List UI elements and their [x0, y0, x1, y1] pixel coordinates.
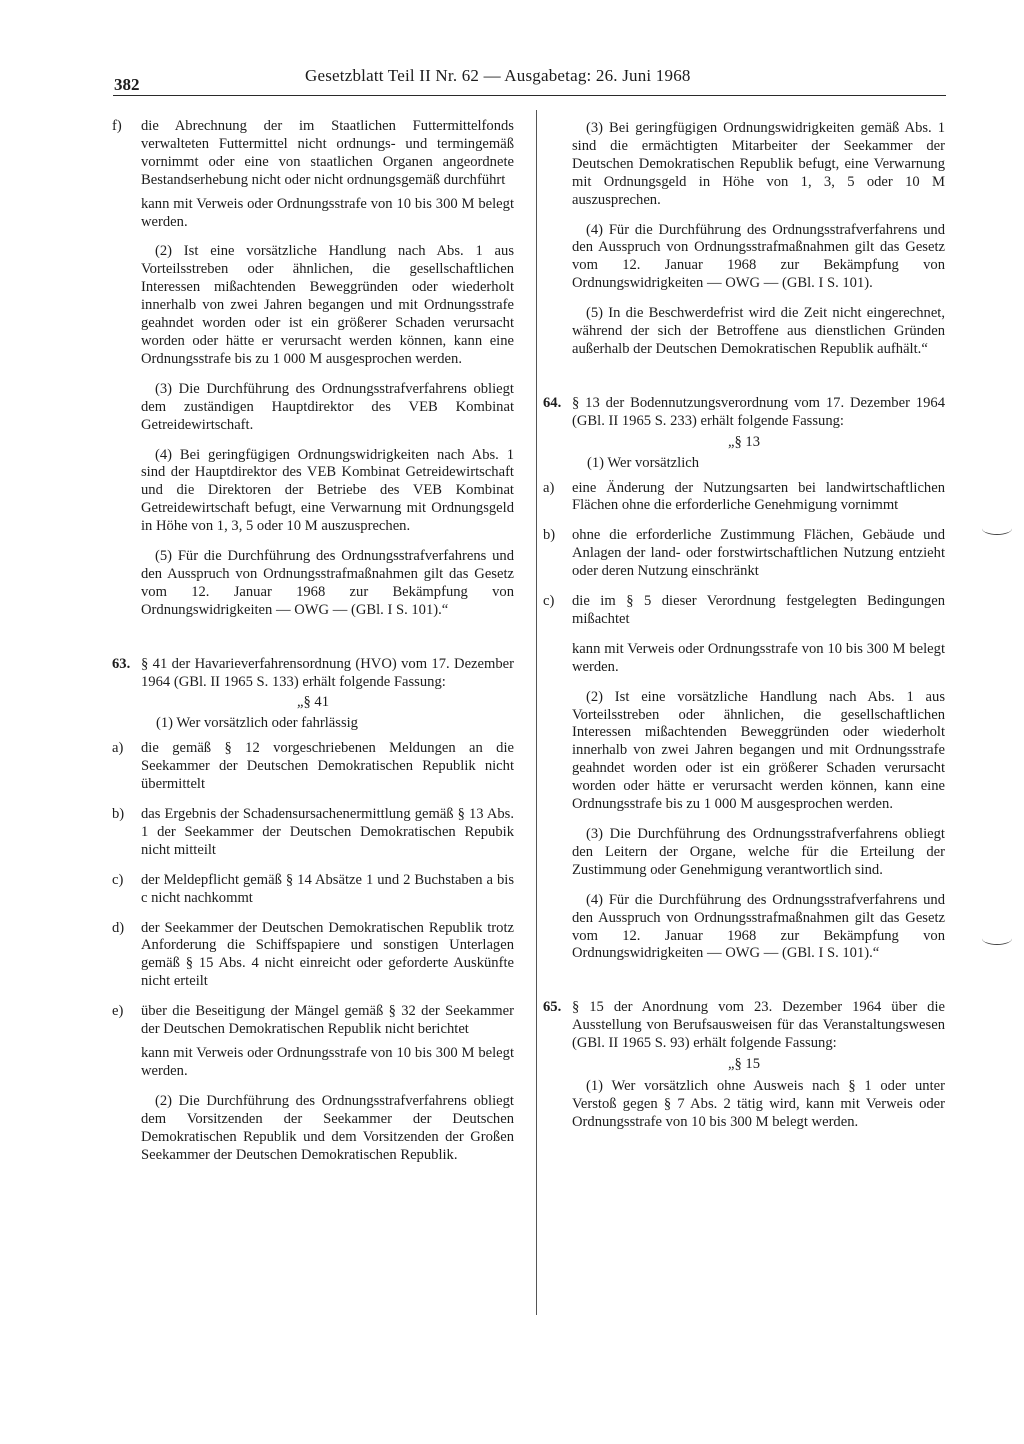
item-text: die gemäß § 12 vorgeschriebenen Meldungen an die Seekammer der Deutschen Demokratischen Republik nicht übermittelt — [141, 740, 514, 793]
item-letter: c) — [543, 593, 555, 610]
list-item-f — [112, 118, 514, 190]
section-63 — [112, 656, 514, 692]
paragraph-1: (1) Wer vorsätzlich ohne Ausweis nach § 1 oder unter Verstoß gegen § 7 Abs. 2 tätig wird, kann mit Verweis oder Ordnungsstrafe von 10 bis 300 M belegt werden. — [572, 1077, 945, 1130]
item-text: die Abrechnung der im Staatlichen Futtermittelfonds verwalteten Futtermittel nicht ordnungs- und termingemäß vornimmt oder eine von staatlichen Organen angeordnete Bestandserhebung nicht oder nicht ordnungsgemäß durchführt — [141, 118, 514, 188]
list-item-c — [112, 872, 514, 908]
penalty-clause: kann mit Verweis oder Ordnungsstrafe von 10 bis 300 M belegt werden. — [141, 1044, 514, 1079]
paragraph-2: (2) Ist eine vorsätzliche Handlung nach Abs. 1 aus Vorteilsstreben oder ähnlichen, die gesellschaftlichen Interessen mißachtenden Beweggründen oder wiederholt innerhalb von zwei Jahren begangen und mit Ordnungsstrafe geahndet worden oder ist ein größerer Schaden verursacht worden oder hätte er verursacht werden können, kann eine Ordnungsstrafe bis zu 1 000 M ausgesprochen werden. — [572, 688, 945, 813]
section-number: 63. — [112, 655, 131, 672]
section-64 — [543, 395, 945, 431]
page-number: 382 — [114, 75, 140, 94]
list-item-b — [112, 806, 514, 860]
section-intro: § 41 der Havarieverfahrensordnung (HVO) vom 17. Dezember 1964 (GBl. II 1965 S. 133) erhält folgende Fassung: — [141, 655, 514, 690]
item-text: ohne die erforderliche Zustimmung Flächen, Gebäude und Anlagen der land- oder forstwirtschaftlichen Nutzung entzieht oder deren Nutzung einschränkt — [572, 527, 945, 580]
item-text: das Ergebnis der Schadensursachenermittlung gemäß § 13 Abs. 1 der Seekammer der Deutschen Demokratischen Repubik nicht mitteilt — [141, 806, 514, 858]
running-header: Gesetzblatt Teil II Nr. 62 — Ausgabetag: 26. Juni 1968 — [305, 66, 691, 85]
item-letter: d) — [112, 919, 125, 936]
left-column — [112, 118, 514, 1164]
item-text: über die Beseitigung der Mängel gemäß § 32 der Seekammer der Deutschen Demokratischen Republik nicht berichtet — [141, 1003, 514, 1038]
margin-mark — [982, 522, 1012, 535]
item-letter: a) — [112, 740, 124, 757]
paragraph-title: „§ 15 — [727, 1056, 761, 1073]
section-number: 65. — [543, 999, 562, 1016]
section-65 — [543, 999, 945, 1053]
column-divider — [536, 110, 537, 1315]
paragraph-title: „§ 13 — [727, 433, 761, 450]
paragraph-4: (4) Für die Durchführung des Ordnungsstrafverfahrens und den Ausspruch von Ordnungsstrafmaßnahmen gilt das Gesetz vom 12. Januar 1968 zur Bekämpfung von Ordnungswidrigkeiten — OWG — (GBl. I S. 101). — [572, 221, 945, 292]
item-text: die im § 5 dieser Verordnung festgelegten Bedingungen mißachtet — [572, 593, 945, 627]
paragraph-4: (4) Bei geringfügigen Ordnungswidrigkeiten nach Abs. 1 sind der Hauptdirektor des VEB Kombinat Getreidewirtschaft und die Direktoren der Betriebe des VEB Kombinat Getreidewirtschaft befugt, eine Verwarnung mit Ordnungsgeld in Höhe von 1, 3, 5 oder 10 M auszusprechen. — [141, 446, 514, 535]
section-intro: § 15 der Anordnung vom 23. Dezember 1964 über die Ausstellung von Berufsausweisen für das Veranstaltungswesen (GBl. II 1965 S. 93) erhält folgende Fassung: — [572, 999, 945, 1052]
paragraph-4: (4) Für die Durchführung des Ordnungsstrafverfahrens und den Ausspruch von Ordnungsstrafmaßnahmen gilt das Gesetz vom 12. Januar 1968 zur Bekämpfung von Ordnungswidrigkeiten — OWG — (GBl. I S. 101).“ — [572, 891, 945, 962]
list-item-a — [543, 480, 945, 516]
subsection-lead: (1) Wer vorsätzlich oder fahrlässig — [156, 715, 358, 732]
penalty-clause: kann mit Verweis oder Ordnungsstrafe von 10 bis 300 M belegt werden. — [141, 195, 514, 230]
item-text: eine Änderung der Nutzungsarten bei landwirtschaftlichen Flächen ohne die erforderliche Genehmigung vornimmt — [572, 479, 945, 514]
paragraph-3: (3) Die Durchführung des Ordnungsstrafverfahrens obliegt den Leitern der Organe, welche für die Erteilung der Zustimmung oder Genehmigung verantwortlich sind. — [572, 826, 945, 878]
section-number: 64. — [543, 394, 562, 411]
paragraph-3: (3) Die Durchführung des Ordnungsstrafverfahrens obliegt dem zuständigen Hauptdirektor des VEB Kombinat Getreidewirtschaft. — [141, 380, 514, 433]
header-rule — [113, 95, 946, 96]
penalty-clause: kann mit Verweis oder Ordnungsstrafe von 10 bis 300 M belegt werden. — [572, 640, 945, 675]
paragraph-title: „§ 41 — [296, 694, 330, 711]
item-letter: c) — [112, 871, 124, 888]
paragraph-5: (5) In die Beschwerdefrist wird die Zeit nicht eingerechnet, während der sich der Betroffene aus dienstlichen Gründen außerhalb der Deutschen Demokratischen Republik aufhält.“ — [572, 305, 945, 357]
item-letter: f) — [112, 118, 122, 134]
margin-mark — [982, 932, 1012, 945]
list-item-a — [112, 740, 514, 794]
list-item-e — [112, 1003, 514, 1039]
item-letter: a) — [543, 479, 555, 496]
item-letter: e) — [112, 1003, 124, 1020]
item-text: der Seekammer der Deutschen Demokratischen Republik trotz Anforderung die Schiffspapiere und sonstigen Unterlagen gemäß § 15 Abs. 4 nicht einreicht oder geforderte Auskünfte nicht erteilt — [141, 919, 514, 990]
subsection-lead: (1) Wer vorsätzlich — [587, 454, 700, 471]
paragraph-2: (2) Ist eine vorsätzliche Handlung nach Abs. 1 aus Vorteilsstreben oder ähnlichen, die gesellschaftlichen Interessen mißachtenden Beweggründen oder wiederholt innerhalb von zwei Jahren begangen und mit Ordnungsstrafe geahndet worden oder ist ein größerer Schaden verursacht worden oder hätte er verursacht werden können, kann eine Ordnungsstrafe bis zu 1 000 M ausgesprochen werden. — [141, 243, 514, 367]
list-item-b — [543, 527, 945, 581]
section-intro: § 13 der Bodennutzungsverordnung vom 17. Dezember 1964 (GBl. II 1965 S. 233) erhält folgende Fassung: — [572, 394, 945, 429]
list-item-d — [112, 920, 514, 992]
item-letter: b) — [112, 806, 125, 822]
item-text: der Meldepflicht gemäß § 14 Absätze 1 und 2 Buchstaben a bis c nicht nachkommt — [141, 871, 514, 906]
list-item-c — [543, 593, 945, 629]
paragraph-3: (3) Bei geringfügigen Ordnungswidrigkeiten gemäß Abs. 1 sind die ermächtigten Mitarbeiter der Seekammer der Deutschen Demokratischen Republik befugt, eine Verwarnung mit Ordnungsgeld in Höhe von 1, 3, 5 oder 10 M auszusprechen. — [572, 120, 945, 208]
paragraph-5: (5) Für die Durchführung des Ordnungsstrafverfahrens und den Ausspruch von Ordnungsstrafmaßnahmen gilt das Gesetz vom 12. Januar 1968 zur Bekämpfung von Ordnungswidrigkeiten — OWG — (GBl. I S. 101).“ — [141, 548, 514, 618]
paragraph-2: (2) Die Durchführung des Ordnungsstrafverfahrens obliegt dem Vorsitzenden der Seekammer der Deutschen Demokratischen Republik und dem Vorsitzenden der Großen Seekammer der Deutschen Demokratischen Republik. — [141, 1092, 514, 1163]
item-letter: b) — [543, 527, 556, 544]
right-column — [543, 118, 945, 1132]
